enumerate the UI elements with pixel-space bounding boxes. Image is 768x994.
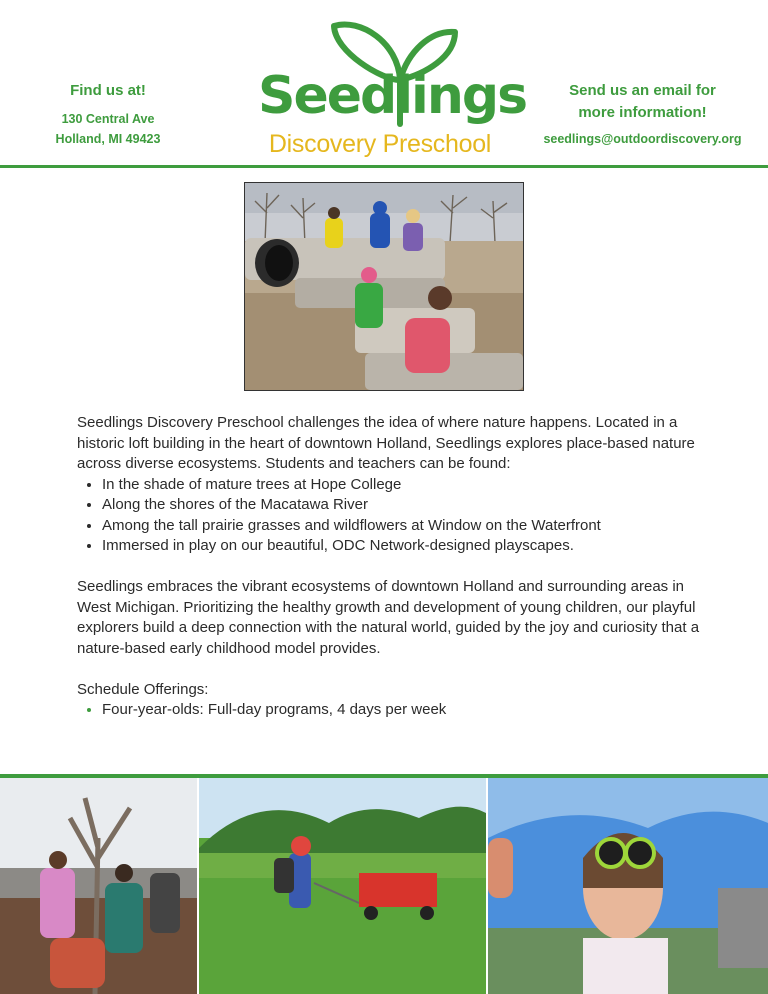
schedule-heading: Schedule Offerings:: [77, 680, 209, 698]
find-us-heading: Find us at!: [70, 82, 146, 99]
locations-list: [77, 475, 717, 557]
program-description: [77, 413, 717, 721]
list-item: • Immersed in play on our beautiful, ODC Network-designed playscapes.: [102, 536, 717, 557]
binoculars-photo: [488, 778, 768, 994]
wagon-walk-photo: [199, 778, 486, 994]
email-heading-line2: more information!: [578, 104, 707, 121]
list-item: • Along the shores of the Macatawa River: [102, 495, 717, 516]
address-street: 130 Central Ave: [61, 112, 155, 126]
logo-wordmark: Seedlings: [258, 66, 527, 126]
ecosystems-paragraph: Seedlings embraces the vibrant ecosystems of downtown Holland and surrounding areas in West Michigan. Prioritizing the healthy growth and development of young children, our playful explorers build a deep connection with the natural world, guided by the joy and curiosity that a nature-based early childhood model provides.: [77, 578, 700, 657]
schedule-list: [77, 700, 717, 721]
logo-subtitle: Discovery Preschool: [268, 130, 492, 158]
list-item: • Among the tall prairie grasses and wildflowers at Window on the Waterfront: [102, 516, 717, 537]
list-item: • Four-year-olds: Full-day programs, 4 days per week: [102, 700, 717, 721]
playscape-photo: [244, 182, 524, 391]
intro-paragraph: Seedlings Discovery Preschool challenges the idea of where nature happens. Located in a historic loft building in the heart of downtown Holland, Seedlings explores place-based nature across diverse ecosystems. Students and teachers can be found:: [77, 414, 695, 472]
header-divider: [0, 165, 768, 168]
address-block: [38, 82, 178, 149]
email-block: [530, 80, 755, 146]
list-item: • In the shade of mature trees at Hope College: [102, 475, 717, 496]
email-address[interactable]: seedlings@outdoordiscovery.org: [543, 132, 742, 146]
tree-exploration-photo: [0, 778, 197, 994]
email-heading-line1: Send us an email for: [569, 82, 716, 99]
address-city: Holland, MI 49423: [55, 132, 161, 146]
